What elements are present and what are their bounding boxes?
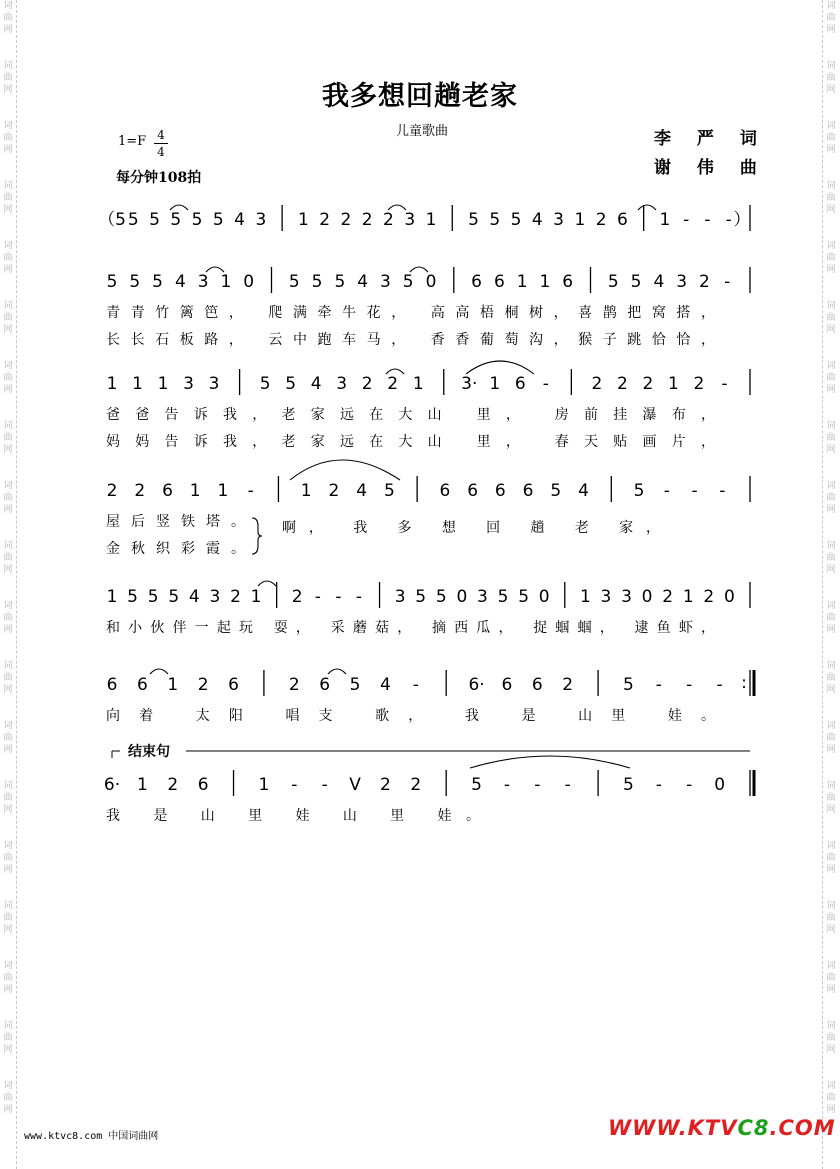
lyric-line-3-1: 爸爸告诉我，老家远在大山 里， 房前挂瀑布， <box>106 407 715 423</box>
ending-row-note: - <box>534 775 541 795</box>
score-row-1-note: 1 <box>425 210 437 230</box>
score-row-6-note: 6 <box>531 675 543 695</box>
watermark-text: 词 曲 网 <box>3 181 13 215</box>
score-row-6-note: - <box>655 675 662 695</box>
score-row-3-note: 1 <box>106 374 118 394</box>
score-row-6-note: 5 <box>623 675 634 695</box>
ending-row-note: 2 <box>167 775 179 795</box>
score-row-6-repeat-dots: : <box>741 673 747 693</box>
score-row-2-note: 5 <box>106 272 118 292</box>
score-row-4-note: 4 <box>356 481 368 501</box>
watermark-text: 词 曲 网 <box>3 241 13 275</box>
score-row-1-note: 5 <box>127 210 139 230</box>
score-row-1-note: 4 <box>234 210 246 230</box>
verse-brace <box>252 518 262 554</box>
score-row-5-note: 3 <box>209 587 221 607</box>
song-title: 我多想回趟老家 <box>322 81 518 112</box>
watermark-text: 词 曲 网 <box>3 1081 13 1115</box>
score-row-1-note: 5 <box>212 210 224 230</box>
score-row-1-note: 5 <box>149 210 160 230</box>
time-signature-bottom: 4 <box>157 145 165 159</box>
ending-row-note: 2 <box>380 775 391 795</box>
score-row-1-note: - <box>683 210 690 230</box>
score-row-3-note: 3 <box>183 374 194 394</box>
watermark-text: 词 曲 网 <box>826 1021 836 1055</box>
score-row-1-note: 3 <box>553 210 565 230</box>
slur <box>466 361 534 374</box>
ending-row-note: 6 <box>197 775 209 795</box>
score-row-3-note: 1 <box>668 374 679 394</box>
slur <box>470 756 630 768</box>
score-row-1-note: 6 <box>616 210 628 230</box>
key-signature: 1=F <box>118 134 147 149</box>
score-row-2-note: 0 <box>425 272 437 292</box>
score-row-2-note: - <box>724 272 731 292</box>
score-row-1-note: 5 <box>489 210 501 230</box>
score-row-3-note: 5 <box>259 374 271 394</box>
score-row-3-note: 5 <box>285 374 297 394</box>
score-row-2-note: 5 <box>152 272 163 292</box>
score-row-3-note: 2 <box>591 374 603 394</box>
ending-row-note: 0 <box>714 775 726 795</box>
score-row-3-note: 3· <box>461 374 478 394</box>
score-row-3-note: 3 <box>336 374 348 394</box>
watermark-text: 词 曲 网 <box>826 121 836 155</box>
score-row-1-paren: ） <box>733 210 751 230</box>
score-row-6-note: - <box>716 675 723 695</box>
score-row-1-note: 5 <box>510 210 522 230</box>
score-row-6-note: 6 <box>228 675 239 695</box>
score-row-4-note: 1 <box>300 481 312 501</box>
song-genre: 儿童歌曲 <box>396 124 449 139</box>
logo-part-c8: C8 <box>737 1116 770 1140</box>
score-row-1-note: （5 <box>98 210 126 230</box>
score-row-1-note: 1 <box>659 210 671 230</box>
score-row-1-note: 5 <box>191 210 203 230</box>
score-row-5-note: 0 <box>641 587 653 607</box>
score-row-2-note: 5 <box>402 272 414 292</box>
score-row-6-note: 2 <box>197 675 209 695</box>
score-row-4-note: 2 <box>106 481 118 501</box>
logo-part-com: .COM <box>769 1116 836 1140</box>
score-row-5-note: 5 <box>147 587 159 607</box>
ending-row-note: - <box>564 775 571 795</box>
lyric-line-6-1: 向着 太阳 唱支 歌， 我 是 山里 娃。 <box>106 708 715 724</box>
score-row-5-note: 0 <box>538 587 550 607</box>
ending-row-note: - <box>503 775 511 795</box>
score-row-5-note: 5 <box>168 587 180 607</box>
watermark-text: 词 曲 网 <box>3 661 13 695</box>
score-row-4-note: 2 <box>328 481 340 501</box>
score-row-1-note: 2 <box>595 210 607 230</box>
score-row-1-note: 2 <box>340 210 352 230</box>
score-row-4-note: 1 <box>189 481 201 501</box>
score-row-5-note: - <box>314 587 321 607</box>
score-row-5-note: 3 <box>600 587 612 607</box>
score-row-6-note: - <box>686 675 693 695</box>
slur <box>328 669 346 674</box>
ending-row-note: 1 <box>258 775 270 795</box>
watermark-text: 词 曲 网 <box>826 61 836 95</box>
watermark-text: 词 曲 网 <box>3 361 13 395</box>
watermark-text: 词 曲 网 <box>3 541 13 575</box>
score-row-2-note: 0 <box>243 272 255 292</box>
watermark-text: 词 曲 网 <box>826 901 836 935</box>
score-row-6-note: 1 <box>167 675 179 695</box>
watermark-text: 词 曲 网 <box>826 721 836 755</box>
score-row-1-note: 2 <box>361 210 373 230</box>
watermark-text: 词 曲 网 <box>826 541 836 575</box>
score-row-3-note: 2 <box>361 374 373 394</box>
watermark-text: 词 曲 网 <box>826 1 836 35</box>
watermark-text: 词 曲 网 <box>3 1 13 35</box>
score-row-2-note: 6 <box>471 272 482 292</box>
score-row-5-note: 5 <box>127 587 138 607</box>
watermark-text: 词 曲 网 <box>3 841 13 875</box>
slur <box>290 460 400 480</box>
watermark-text: 词 曲 网 <box>826 841 836 875</box>
composer-credit: 谢 伟 曲 <box>654 158 767 178</box>
score-row-1-note: 4 <box>531 210 543 230</box>
ending-row-note: 5 <box>623 775 634 795</box>
score-row-3-note: 4 <box>310 374 322 394</box>
score-row-3-note: 2 <box>616 374 628 394</box>
score-row-3-note: 1 <box>157 374 169 394</box>
slur <box>150 669 168 674</box>
score-row-2-note: 5 <box>311 272 323 292</box>
score-row-2-note: 5 <box>630 272 642 292</box>
score-row-1-note: - <box>704 210 711 230</box>
time-signature-top: 4 <box>157 128 165 142</box>
score-row-2-note: 2 <box>699 272 710 292</box>
score-row-5-note: 1 <box>682 587 694 607</box>
ending-row-note: 1 <box>136 775 148 795</box>
score-row-2-note: 3 <box>380 272 391 292</box>
score-row-1-note: 1 <box>574 210 586 230</box>
watermark-text: 词 曲 网 <box>3 301 13 335</box>
score-row-1-note: 2 <box>319 210 331 230</box>
lyric-line-4-chorus: 啊， 我 多 想 回 趟 老 家， <box>282 520 660 536</box>
score-row-5-note: 4 <box>188 587 200 607</box>
score-row-4-note: 6 <box>494 481 506 501</box>
watermark-text: 词 曲 网 <box>3 121 13 155</box>
score-row-3-note: 1 <box>412 374 424 394</box>
score-row-2-note: 5 <box>334 272 346 292</box>
score-row-6-note: 2 <box>562 675 574 695</box>
score-row-2-note: 4 <box>357 272 369 292</box>
lyric-line-3-2: 妈妈告诉我，老家远在大山 里， 春天贴画片， <box>106 434 715 450</box>
ending-label: 结束句 <box>128 744 170 760</box>
lyric-line-2-1: 青青竹篱笆， 爬满牵牛花， 高高梧桐树，喜鹊把窝搭， <box>106 305 715 321</box>
ending-row-note: 6· <box>103 775 121 795</box>
score-row-5-note: 5 <box>415 587 427 607</box>
score-row-1-note: 1 <box>297 210 309 230</box>
score-row-2-note: 4 <box>653 272 665 292</box>
score-row-1-note: 3 <box>404 210 416 230</box>
score-row-6-note: 6 <box>501 675 513 695</box>
score-row-5-note: - <box>355 587 363 607</box>
tempo-marking: 每分钟108拍 <box>116 170 202 186</box>
watermark-text: 词 曲 网 <box>826 481 836 515</box>
score-row-6-note: 6 <box>136 675 148 695</box>
score-row-3-note: 2 <box>387 374 399 394</box>
score-row-4-note: 6 <box>439 481 451 501</box>
score-row-3-note: 2 <box>642 374 654 394</box>
score-row-4-note: 1 <box>217 481 229 501</box>
score-row-5-note: - <box>335 587 342 607</box>
score-row-5-note: 2 <box>230 587 241 607</box>
slur <box>638 205 656 210</box>
lyric-line-5-1: 和小伙伴一起玩 耍， 采蘑菇， 摘西瓜， 捉蝈蝈， 逮鱼虾， <box>106 620 715 636</box>
score-row-4-note: 5 <box>633 481 645 501</box>
score-row-2-note: 1 <box>220 272 232 292</box>
score-row-4-note: 6 <box>467 481 479 501</box>
score-row-6-note: 6· <box>468 675 485 695</box>
score-row-5-note: 5 <box>497 587 509 607</box>
score-row-4-note: 2 <box>134 481 146 501</box>
watermark-text: 词 曲 网 <box>826 361 836 395</box>
score-row-4-note: 6 <box>522 481 534 501</box>
watermark-text: 词 曲 网 <box>826 661 836 695</box>
score-row-4-note: 4 <box>578 481 589 501</box>
score-row-3-note: 6 <box>514 374 526 394</box>
score-row-1-note: 3 <box>255 210 267 230</box>
score-row-1-note: 5 <box>468 210 479 230</box>
score-row-5-note: 2 <box>703 587 715 607</box>
score-row-5-note: 1 <box>579 587 591 607</box>
watermark-text: 词 曲 网 <box>826 181 836 215</box>
ending-row-note: - <box>321 775 328 795</box>
ending-row-note: 5 <box>471 775 482 795</box>
score-row-5-note: 1 <box>106 587 118 607</box>
watermark-text: 词 曲 网 <box>3 781 13 815</box>
score-row-2-note: 5 <box>288 272 300 292</box>
watermark-text: 词 曲 网 <box>3 481 13 515</box>
score-row-3-note: 2 <box>693 374 705 394</box>
watermark-text: 词 曲 网 <box>826 781 836 815</box>
score-row-5-note: 3 <box>394 587 406 607</box>
score-row-3-note: 1 <box>489 374 501 394</box>
watermark-text: 词 曲 网 <box>826 301 836 335</box>
footer-site-text: www.ktvc8.com 中国词曲网 <box>24 1131 159 1142</box>
score-row-4-note: - <box>247 481 254 501</box>
score-row-3-note: 3 <box>208 374 220 394</box>
watermark-text: 词 曲 网 <box>3 421 13 455</box>
score-row-6-note: 4 <box>380 675 391 695</box>
score-row-2-note: 1 <box>516 272 528 292</box>
score-row-5-note: 0 <box>724 587 735 607</box>
score-row-2-note: 5 <box>607 272 619 292</box>
slur <box>258 581 276 586</box>
score-row-4-note: 5 <box>550 481 562 501</box>
score-row-4-note: 5 <box>383 481 395 501</box>
score-row-4-note: - <box>719 481 726 501</box>
logo-part-www: WWW.KTV <box>608 1116 738 1140</box>
score-row-2-note: 3 <box>197 272 209 292</box>
ending-row-note: 2 <box>410 775 422 795</box>
lyric-line-4-1: 屋后竖铁塔。 <box>106 514 245 530</box>
score-row-2-note: 4 <box>174 272 186 292</box>
ending-row-note: - <box>291 775 298 795</box>
score-row-6-note: 6 <box>106 675 118 695</box>
score-row-2-note: 6 <box>562 272 574 292</box>
watermark-text: 词 曲 网 <box>826 601 836 635</box>
footer-site-logo <box>608 1116 836 1140</box>
watermark-text: 词 曲 网 <box>3 961 13 995</box>
score-row-5-note: 1 <box>250 587 262 607</box>
score-row-2-note: 5 <box>129 272 141 292</box>
watermark-text: 词 曲 网 <box>826 961 836 995</box>
ending-lyric: 我 是 山 里 娃 山 里 娃。 <box>105 808 481 824</box>
lyric-line-4-2: 金秋织彩霞。 <box>106 541 245 557</box>
watermark-text: 词 曲 网 <box>3 61 13 95</box>
score-row-1-note: 5 <box>170 210 182 230</box>
score-row-5-note: 3 <box>477 587 488 607</box>
score-row-3-note: - <box>542 374 549 394</box>
score-row-5-note: 5 <box>435 587 447 607</box>
score-row-6-note: 5 <box>349 675 361 695</box>
ending-row-note: V <box>349 775 361 795</box>
watermark-text: 词 曲 网 <box>3 601 13 635</box>
lyric-line-2-2: 长长石板路， 云中跑车马， 香香葡萄沟，猴子跳恰恰， <box>106 332 715 348</box>
ending-row-note: - <box>686 775 693 795</box>
score-row-3-note: 1 <box>132 374 143 394</box>
score-row-4-note: - <box>691 481 698 501</box>
lyricist-credit: 李 严 词 <box>654 129 767 149</box>
score-row-5-note: 0 <box>456 587 468 607</box>
score-row-5-note: 2 <box>662 587 674 607</box>
score-row-2-note: 3 <box>676 272 688 292</box>
ending-row-note: - <box>655 775 662 795</box>
score-row-4-note: 6 <box>162 481 173 501</box>
score-row-4-note: - <box>663 481 670 501</box>
score-row-2-note: 1 <box>539 272 551 292</box>
watermark-text: 词 曲 网 <box>3 721 13 755</box>
score-row-6-note: - <box>412 675 419 695</box>
score-row-3-note: - <box>721 374 728 394</box>
watermark-text: 词 曲 网 <box>826 241 836 275</box>
watermark-text: 词 曲 网 <box>826 1081 836 1115</box>
watermark-text: 词 曲 网 <box>3 1021 13 1055</box>
score-row-5-note: 3 <box>621 587 632 607</box>
score-row-6-note: 2 <box>288 675 300 695</box>
watermark-text: 词 曲 网 <box>826 421 836 455</box>
score-row-1-note: - <box>725 210 732 230</box>
score-row-6-note: 6 <box>319 675 331 695</box>
score-row-1-note: 2 <box>383 210 394 230</box>
watermark-text: 词 曲 网 <box>3 901 13 935</box>
score-row-2-note: 6 <box>493 272 505 292</box>
score-row-5-note: 2 <box>291 587 303 607</box>
score-row-5-note: 5 <box>518 587 530 607</box>
